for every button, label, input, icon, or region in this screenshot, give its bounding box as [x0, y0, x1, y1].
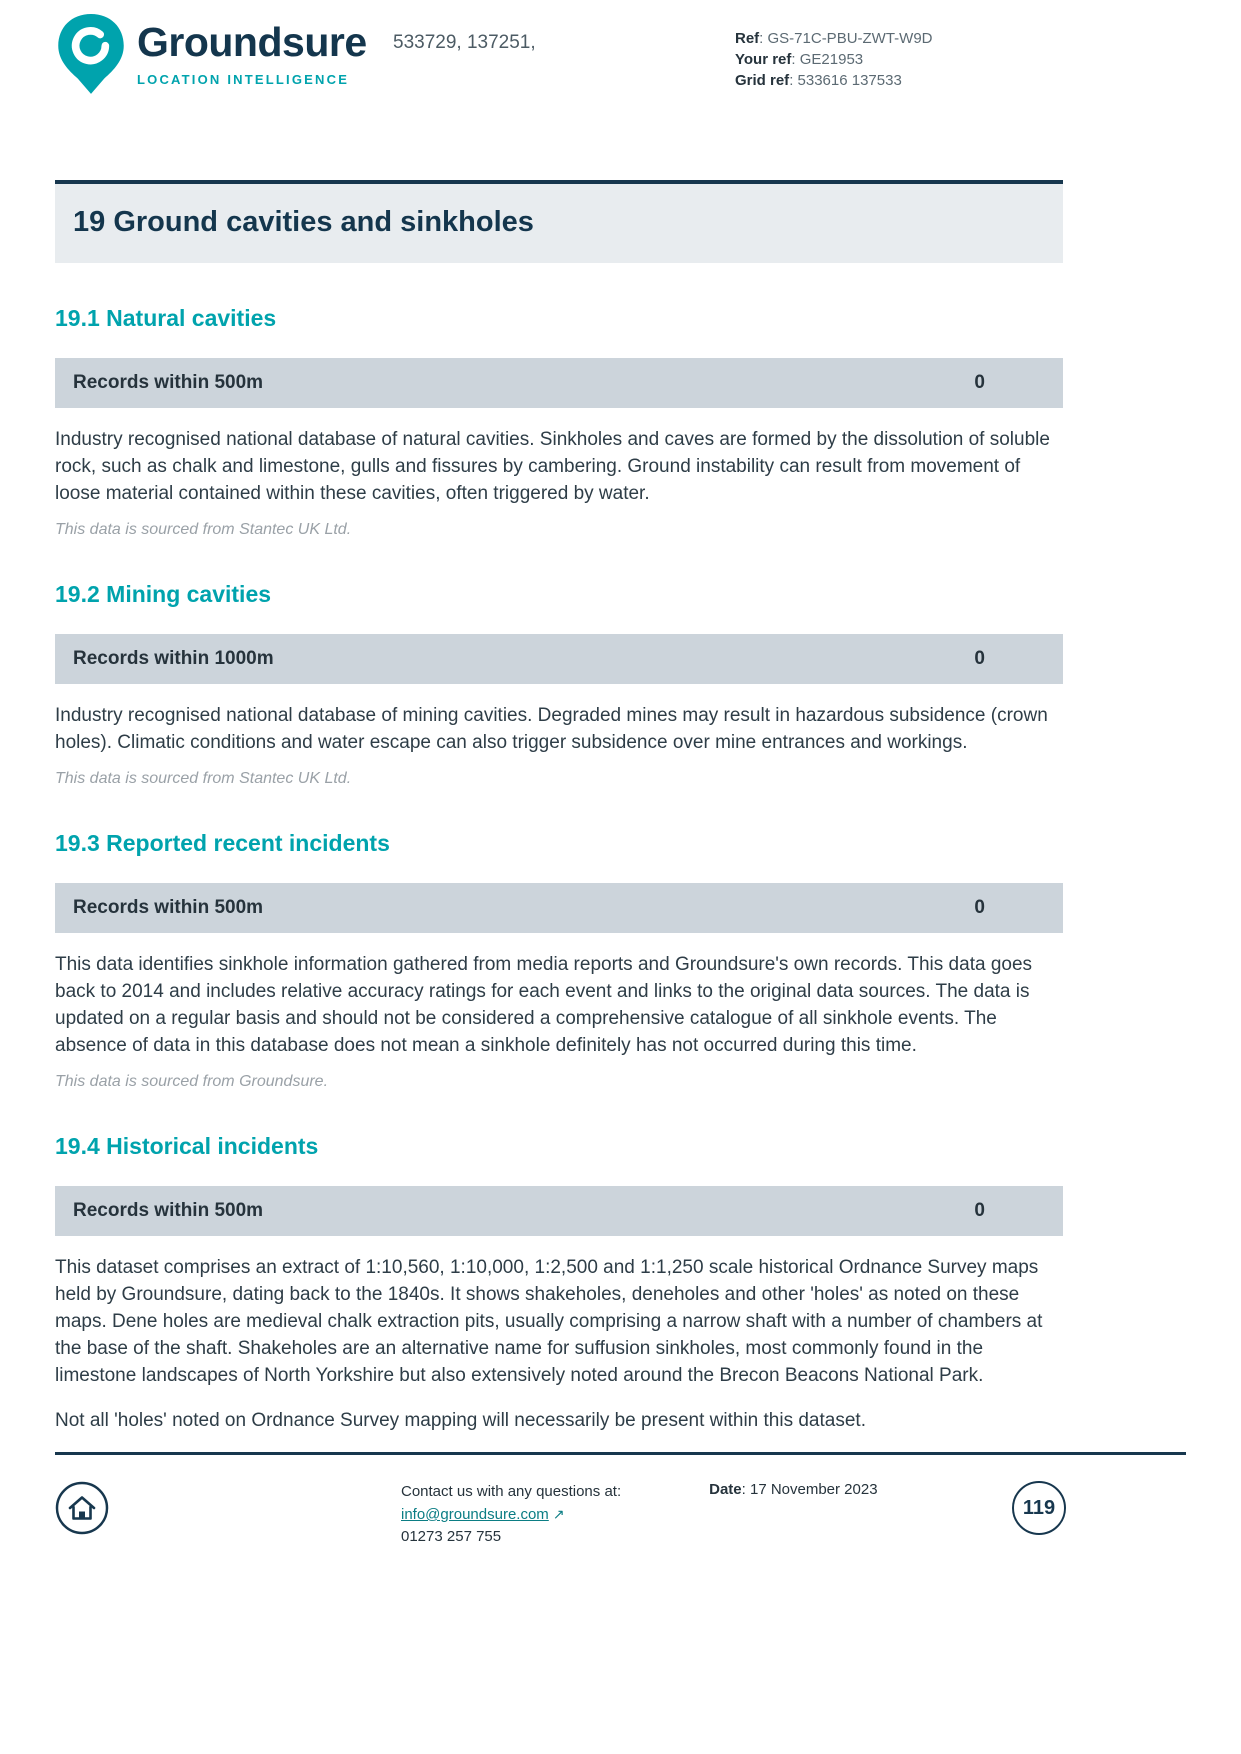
contact-email-line [401, 1503, 621, 1526]
brand-tagline: LOCATION INTELLIGENCE [137, 72, 350, 87]
records-count: 0 [974, 648, 985, 669]
section-description: This data identifies sinkhole information gathered from media reports and Groundsure's own records. This data goes back to 2014 and includes relative accuracy ratings for each event and links to the original data sources. The data is updated on a regular basis and should not be considered a comprehensive catalogue of all sinkhole events. The absence of data in this database does not mean a sinkhole definitely has not occurred during this time. [55, 954, 1033, 1056]
contact-block [401, 1481, 621, 1548]
section-description-note: Not all 'holes' noted on Ordnance Survey mapping will necessarily be present within this dataset. [55, 1410, 866, 1431]
records-label: Records within 500m [73, 1200, 264, 1221]
ref-label: Your ref [735, 51, 792, 68]
section-natural-cavities [55, 305, 1063, 539]
records-bar [55, 358, 1063, 408]
records-bar [55, 883, 1063, 933]
section-heading: 19.2 Mining cavities [55, 581, 272, 607]
records-label: Records within 500m [73, 897, 264, 918]
contact-phone: 01273 257 755 [401, 1528, 502, 1545]
external-link-icon: ↗ [552, 1506, 565, 1522]
report-date [709, 1481, 877, 1498]
page-header [0, 0, 1241, 180]
records-count: 0 [974, 1200, 985, 1221]
section-description: Industry recognised national database of natural cavities. Sinkholes and caves are formed by the dissolution of soluble rock, such as chalk and limestone, gulls and fissures by cambering. Ground instability can result from movement of loose material contained within these cavities, often triggered by water. [55, 429, 1050, 504]
logo-text-column [137, 12, 367, 87]
your-ref [735, 49, 933, 70]
data-source-note: This data is sourced from Stantec UK Ltd. [55, 521, 352, 538]
section-reported-recent-incidents [55, 830, 1063, 1091]
section-description: Industry recognised national database of mining cavities. Degraded mines may result in hazardous subsidence (crown holes). Climatic conditions and water escape can also trigger subsidence over mine entrances and workings. [55, 705, 1048, 753]
report-ref [735, 28, 933, 49]
section-heading: 19.4 Historical incidents [55, 1133, 319, 1159]
records-count: 0 [974, 897, 985, 918]
records-count: 0 [974, 372, 985, 393]
ref-value: : 533616 137533 [789, 72, 902, 89]
section-heading: 19.1 Natural cavities [55, 305, 277, 331]
email-link[interactable]: info@groundsure.com [401, 1506, 549, 1523]
grid-ref [735, 70, 933, 91]
site-coordinates: 533729, 137251, [393, 32, 536, 53]
date-label: Date [709, 1481, 742, 1498]
records-bar [55, 634, 1063, 684]
date-value: : 17 November 2023 [741, 1481, 878, 1498]
ref-label: Grid ref [735, 72, 790, 89]
records-label: Records within 1000m [73, 648, 274, 669]
ref-value: : GE21953 [791, 51, 864, 68]
reference-block [735, 28, 933, 91]
page-footer [55, 1452, 1186, 1548]
section-historical-incidents [55, 1133, 1063, 1434]
contact-intro: Contact us with any questions at: [401, 1483, 622, 1500]
section-mining-cavities [55, 581, 1063, 788]
chapter-title-bar [55, 180, 1063, 263]
page-number-badge: 119 [1012, 1481, 1066, 1535]
main-content [55, 180, 1063, 1434]
ref-label: Ref [735, 30, 760, 47]
section-heading: 19.3 Reported recent incidents [55, 830, 390, 856]
section-description: This dataset comprises an extract of 1:10,560, 1:10,000, 1:2,500 and 1:1,250 scale historical Ordnance Survey maps held by Groundsure, dating back to the 1840s. It shows shakeholes, deneholes and other 'holes' as noted on these maps. Dene holes are medieval chalk extraction pits, usually comprising a narrow shaft with a number of chambers at the base of the shaft. Shakeholes are an alternative name for suffusion sinkholes, most commonly found in the limestone landscapes of North Yorkshire but also extensively noted around the Brecon Beacons National Park. [55, 1257, 1043, 1386]
records-bar [55, 1186, 1063, 1236]
data-source-note: This data is sourced from Groundsure. [55, 1073, 329, 1090]
ref-value: : GS-71C-PBU-ZWT-W9D [759, 30, 933, 47]
page-title: 19 Ground cavities and sinkholes [73, 206, 534, 238]
records-label: Records within 500m [73, 372, 264, 393]
home-icon[interactable] [55, 1481, 109, 1535]
location-pin-icon [55, 12, 127, 100]
brand-name: Groundsure [137, 19, 367, 65]
groundsure-logo [55, 12, 367, 100]
data-source-note: This data is sourced from Stantec UK Ltd. [55, 770, 352, 787]
